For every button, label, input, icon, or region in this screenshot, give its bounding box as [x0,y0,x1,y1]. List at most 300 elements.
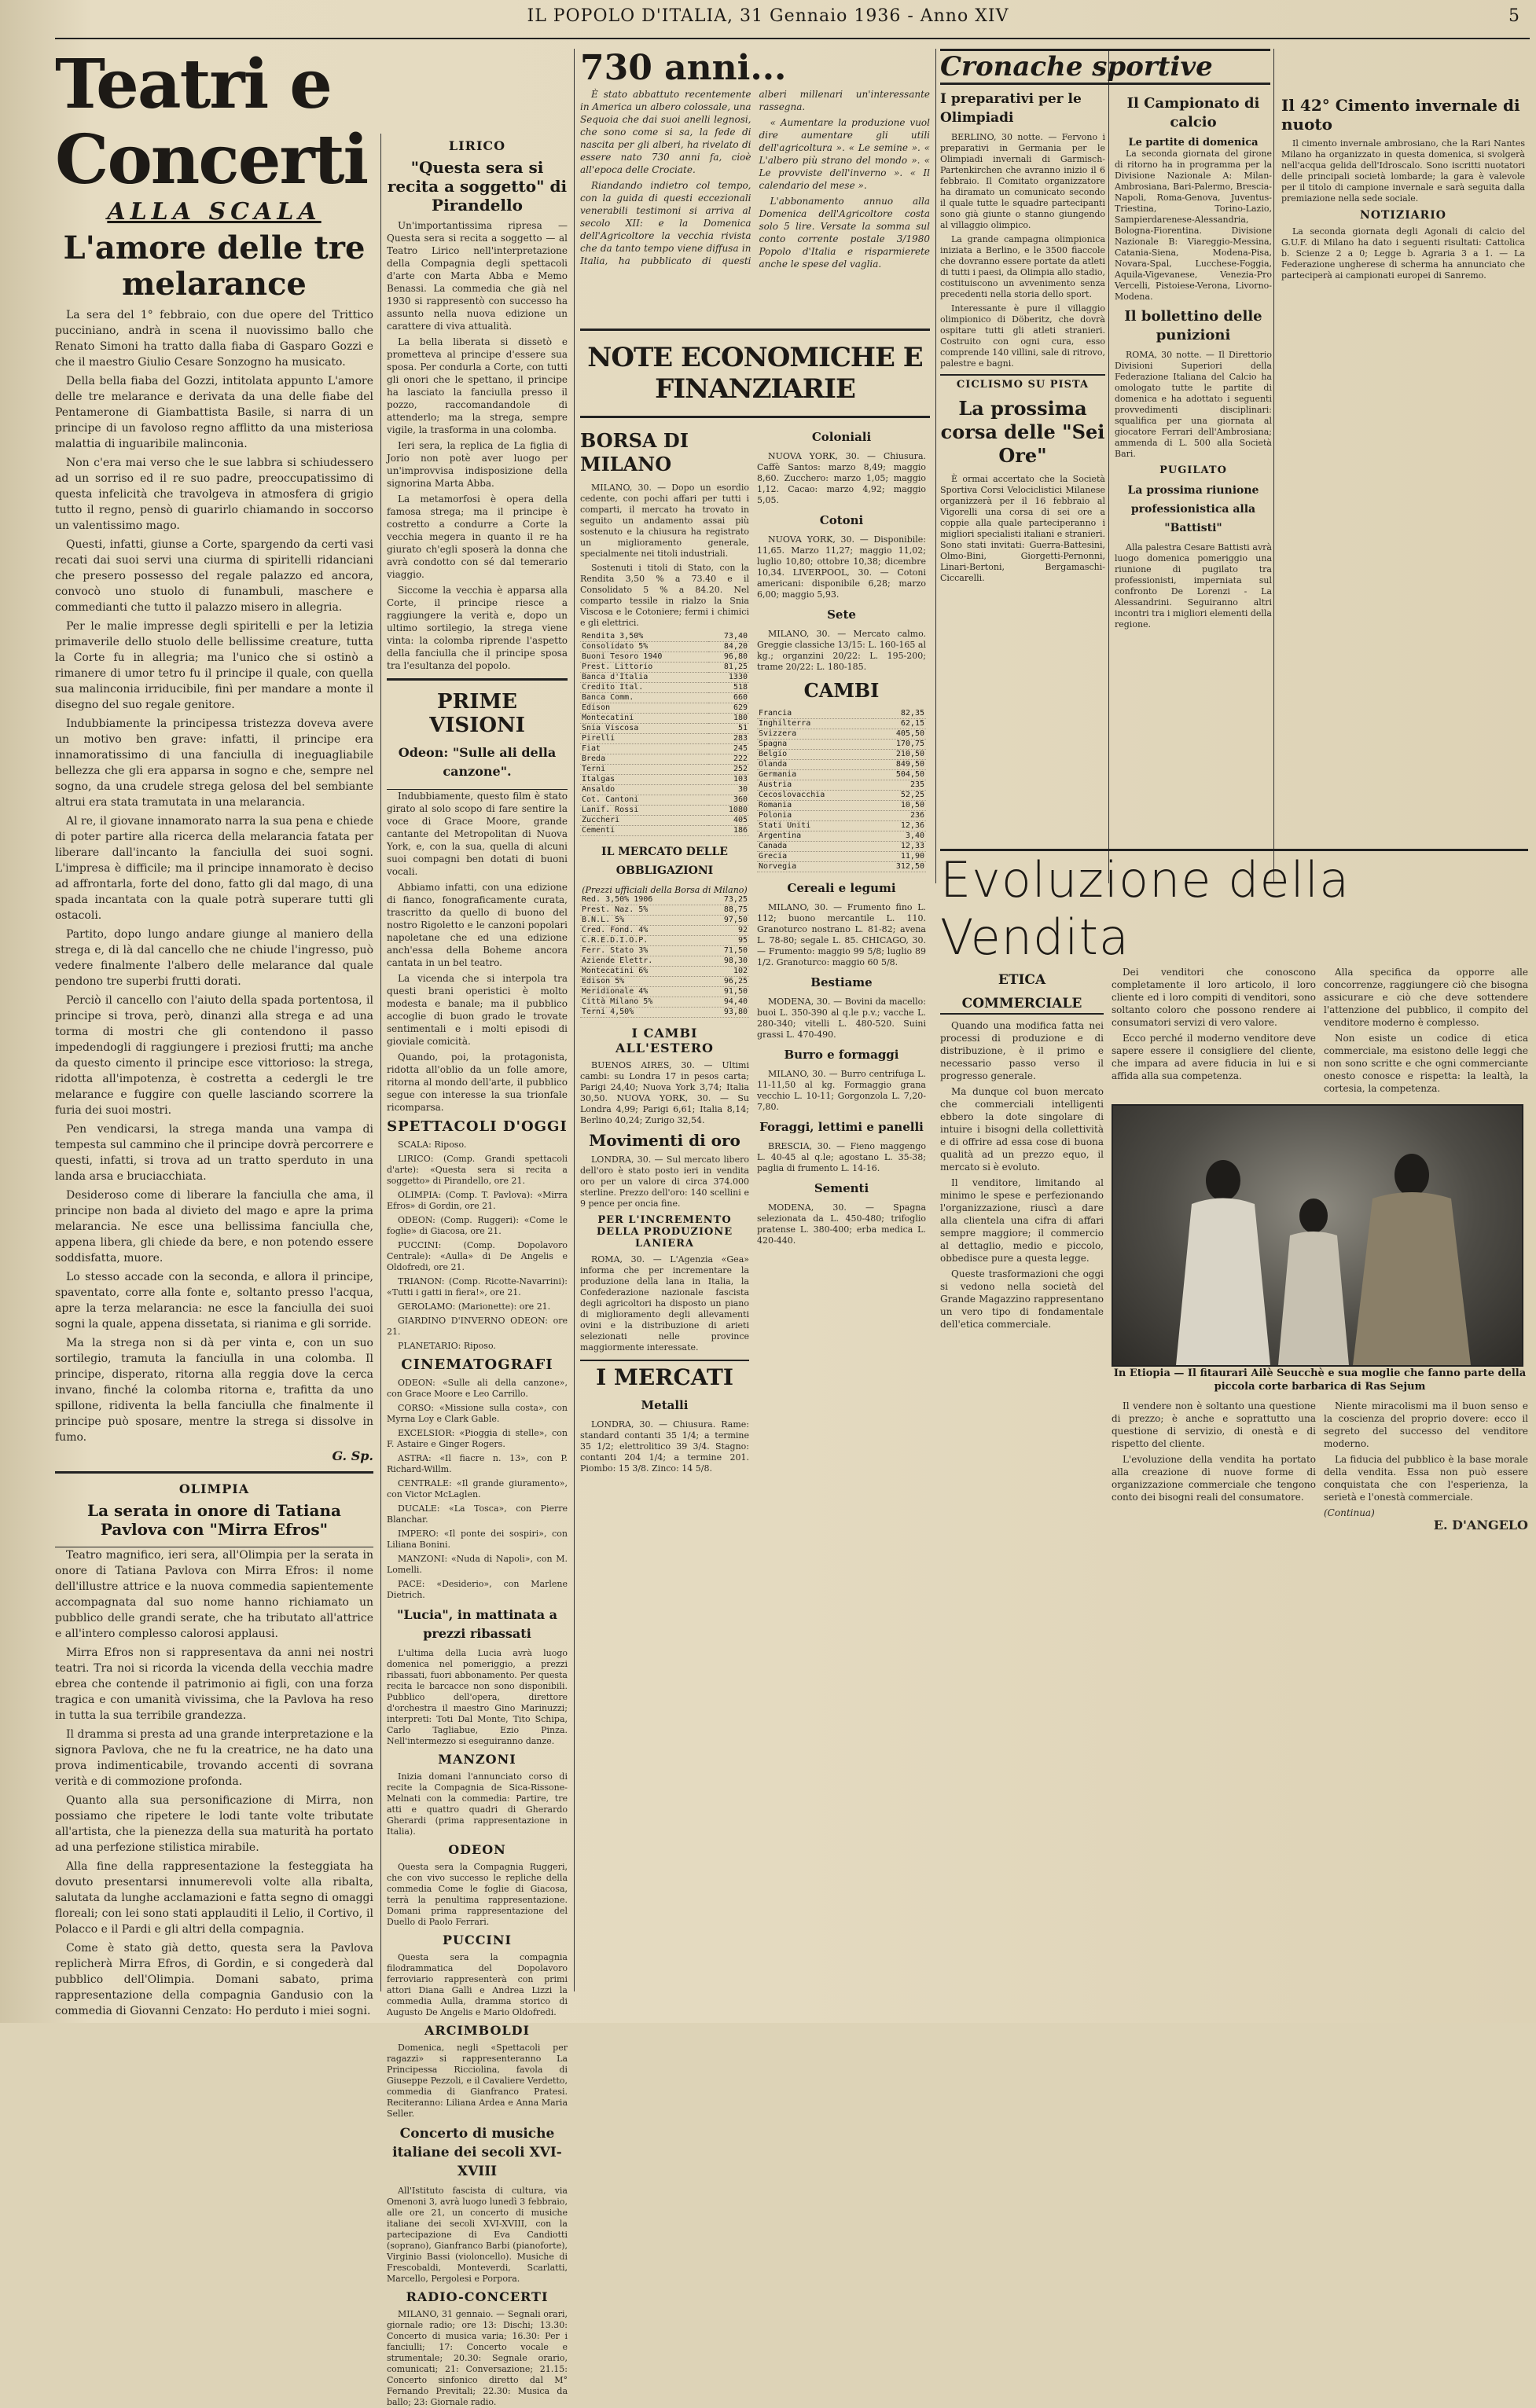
paragraph: Inizia domani l'annunciato corso di recite la Compagnia de Sica-Rissone-Melnati con la commedia: Partire, tre atti e quattro quadri di Gherardo Gherardi (prima rappresentazione in Italia). [387,1771,568,1837]
table-row [580,652,749,663]
row-value: 405 [708,816,749,826]
settecento-headline: 730 anni... [580,48,787,88]
nuoto-article [1281,138,1525,204]
row-value: 30 [708,785,749,795]
table-row [580,905,749,916]
radio-heading: RADIO-CONCERTI [406,2289,549,2304]
table-row [757,780,926,791]
paragraph: MODENA, 30. — Spagna selezionata da L. 450-480; trifoglio pratense L. 380-400; erba medica L. 420-440. [757,1202,926,1246]
row-label: Spagna [757,740,873,750]
campionato-headline: Il Campionato di calcio [1126,95,1260,130]
paragraph: NUOVA YORK, 30. — Chiusura. Caffè Santos: marzo 8,49; maggio 8,60. Zucchero: marzo 1,05; maggio 1,12. Cacao: marzo 4,92; maggio 5,05. [757,451,926,505]
paragraph: È stato abbattuto recentemente in America un albero colossale, una Sequoia che dai suoi anelli legnosi, che sono come si sa, la fede di nascita per gli alberi, ha rivelato di essere nato 730 anni fa, cioè all'epoca delle Crociate. [580,89,751,175]
ethiopia-photo [1112,1104,1523,1367]
table-row [580,673,749,683]
row-label: Prest. Littorio [580,663,708,673]
row-label: Cred. Fond. 4% [580,926,704,936]
table-row [757,760,926,770]
row-value: 405,50 [873,729,926,740]
foraggi-article [757,1141,926,1174]
evoluzione-headline: Evoluzione della Vendita [940,851,1350,966]
row-label: Rendita 3,50% [580,632,708,642]
row-value: 629 [708,703,749,714]
row-label: Romania [757,801,873,811]
punizioni-headline: Il bollettino delle punizioni [1124,308,1262,343]
lucia-headline: "Lucia", in mattinata a prezzi ribassati [396,1607,557,1641]
paragraph: Partito, dopo lungo andare giunge al maniero della strega e, di là dal cancello che ne chiude l'ingresso, può vedere finalmente l'albero delle melarance dal quale pendono tre superbi frutti dorati. [55,928,373,988]
lirico-venue: LIRICO [448,138,506,153]
row-value: 93,80 [704,1008,749,1018]
table-row [757,770,926,780]
evoluzione-article-4 [1112,1400,1316,1532]
list-item: ODEON: «Sulle ali della canzone», con Grace Moore e Leo Carrillo. [387,1378,568,1399]
borsa-table [580,632,749,836]
paragraph: Indubbiamente, questo film è stato girato al solo scopo di fare sentire la voce di Grace Moore, grande cantante del Metropolitan di Nuova York, e, con la sua, quella di alcuni suoi compagni ben dotati di buoni vocali. [387,791,568,877]
table-row [580,632,749,642]
paragraph: La fiducia del pubblico è la base morale della vendita. Essa non può essere conquistata che con l'esperienza, la serietà e l'onestà commerciale. [1324,1454,1528,1503]
table-row [580,734,749,744]
list-item: ODEON: (Comp. Ruggeri): «Come le foglie» di Giacosa, ore 21. [387,1215,568,1236]
row-label: Montecatini [580,714,708,724]
paragraph: Mirra Efros non si rappresentava da anni nei nostri teatri. Tra noi si ricorda la vicenda della vecchia madre ebrea che contende il patrimonio ai figli, con una forza tragica e con umanità vivissima, che la Pavlova ha reso in tutta la sua terribile grandezza. [55,1646,373,1722]
settecento-article [580,88,930,324]
paragraph: Il dramma si presta ad una grande interpretazione e la signora Pavlova, che ne fu la creatrice, ne ha dato una prova indimenticabile, trovando accenti di sovrana verità e di commozione profonda. [55,1728,373,1788]
burro-heading: Burro e formaggi [784,1048,899,1062]
paragraph: MILANO, 30. — Dopo un esordio cedente, con pochi affari per tutti i comparti, il mercato ha trovato in seguito un andamento assai più sostenuto e la chiusura ha registrato un miglioramento generale, specialmente nei titoli industriali. [580,483,749,559]
olimpiadi-headline: I preparativi per le Olimpiadi [940,91,1082,126]
paragraph: Della bella fiaba del Gozzi, intitolata appunto L'amore delle tre melarance e derivata da una delle fiabe del Pentamerone di Giambattista Basile, si narra di un principe di un favoloso regno afflitto da una misteriosa malattia di inguaribile malinconia. [55,375,373,450]
row-value: 3,40 [873,831,926,842]
table-row [757,821,926,831]
row-label: Edison 5% [580,977,704,987]
row-value: 102 [704,967,749,977]
manzoni-article [387,1771,568,1837]
row-label: Edison [580,703,708,714]
table-row [580,826,749,836]
row-value: 312,50 [873,862,926,872]
table-row [580,775,749,785]
list-item: DUCALE: «La Tosca», con Pierre Blanchar. [387,1503,568,1525]
paragraph: Ma dunque col buon mercato che commerciali intelligenti ebbero la dote singolare di intuire i bisogni della collettività e di offrire ad essa cose di buona qualità ad un prezzo equo, il mercato si è evoluto. [940,1086,1104,1173]
row-value: 81,25 [708,663,749,673]
paragraph: La grande campagna olimpionica iniziata a Berlino, e le 3500 fiaccole che dovranno essere portate da atleti di tutti i paesi, da Olimpia allo stadio, costituiscono un avvenimento senza precedenti nella storia dello sport. [940,234,1105,299]
coloniali-heading: Coloniali [811,430,872,444]
figure-robe [1176,1198,1270,1366]
table-row [580,744,749,754]
row-value: 73,40 [708,632,749,642]
table-row [580,683,749,693]
melarance-article [55,307,373,1445]
odeon-heading: ODEON [448,1842,506,1857]
puccini-heading: PUCCINI [442,1933,513,1947]
row-value: 96,25 [704,977,749,987]
paragraph: MODENA, 30. — Bovini da macello: buoi L. 350-390 al q.le p.v.; vacche L. 280-340; vitelli L. 480-520. Suini grassi L. 470-490. [757,997,926,1040]
row-label: Meridionale 4% [580,987,704,997]
list-item: TRIANON: (Comp. Ricotte-Navarrini): «Tutti i gatti in fiera!», ore 21. [387,1276,568,1298]
paragraph: Riandando indietro col tempo, con la guida di questi eccezionali venerabili testimoni si arriva al secolo XII: e la Domenica dell'Agricoltore la vecchia rivista che da tanto tempo viene diffusa in Italia, ha pubblicato di questi alberi millenari un'interessante rassegna. [580,89,930,266]
cotoni-heading: Cotoni [819,513,864,527]
list-item: PLANETARIO: Riposo. [398,1341,496,1351]
olimpia-headline: La serata in onore di Tatiana Pavlova con "Mirra Efros" [87,1501,341,1539]
evoluzione-right [1112,966,1528,1532]
row-value: 97,50 [704,916,749,926]
row-label: Cot. Cantoni [580,795,708,806]
row-value: 504,50 [873,770,926,780]
list-item: EXCELSIOR: «Pioggia di stelle», con F. Astaire e Ginger Rogers. [387,1428,568,1449]
paragraph: Indubbiamente la principessa tristezza doveva avere un motivo ben grave: infatti, il principe era innamoratissimo di una fanciulla di ineguagliabile bellezza che gli era apparsa in sogno e che, sempre nel sogno, da una crudele strega gelosa del bel sembiante altrui era stata tramutata in una melarancia. [55,718,373,809]
row-label: Francia [757,709,873,719]
row-value: 360 [708,795,749,806]
paragraph: La seconda giornata degli Agonali di calcio del G.U.F. di Milano ha dato i seguenti risultati: Cattolica b. Scienze 2 a 0; Legge b. Agraria 3 a 1. — La Federazione ungherese di scherma ha annunciato che parteciperà ai campionati europei di Sanremo. [1281,226,1525,281]
list-item: OLIMPIA: (Comp. T. Pavlova): «Mirra Efros» di Gordin, ore 21. [387,1190,568,1211]
obbligazioni-subhead: (Prezzi ufficiali della Borsa di Milano) [582,885,748,895]
paragraph: La metamorfosi è opera della famosa strega; ma il principe è costretto a condurre a Corte la vecchia megera in quanto il re ha giurato ch'egli sposerà la donna che avrà condotto con sé dal temerario viaggio. [387,494,568,580]
table-row [757,740,926,750]
prime-visioni-headline: PRIME VISIONI [429,690,525,737]
notiziario-article [1281,226,1525,281]
row-value: 71,50 [704,946,749,956]
paragraph: NUOVA YORK, 30. — Disponibile: 11,65. Marzo 11,27; maggio 11,02; luglio 10,80; ottobre 10,38; dicembre 10,34. LIVERPOOL, 30. — Cotoni americani: disponibile 6,28; marzo 6,00; maggio 5,93. [757,534,926,600]
laniera-article [580,1254,749,1353]
manzoni-heading: MANZONI [438,1752,516,1767]
evoluzione-col-1 [940,966,1104,1532]
paragraph: Alla palestra Cesare Battisti avrà luogo domenica pomeriggio una riunione di pugilato tra professionisti, imperniata sul confronto De Lorenzi - La Alessandrini. Seguiranno altri incontri tra i migliori elementi della regione. [1115,542,1272,630]
table-row [580,1008,749,1018]
row-label: Olanda [757,760,873,770]
sport-section [940,49,1528,882]
olimpiadi-article [940,132,1105,369]
row-label: Banca d'Italia [580,673,708,683]
evoluzione-article-2 [1112,966,1316,1098]
row-label: Snia Viscosa [580,724,708,734]
row-value: 98,30 [704,956,749,967]
foraggi-heading: Foraggi, lettimi e panelli [759,1120,924,1134]
row-label: Montecatini 6% [580,967,704,977]
table-row [580,806,749,816]
paragraph: Il cimento invernale ambrosiano, che la Rari Nantes Milano ha organizzato in questa domenica, si svolgerà nell'acqua gelida dell'Idroscalo. Sono iscritti nuotatori delle principali società lombarde; la gara è valevole per il titolo di campione invernale e sarà seguita dalla premiazione nella sede sociale. [1281,138,1525,204]
lirico-headline: "Questa sera si recita a soggetto" di Pirandello [387,158,568,215]
column-divider [574,49,575,1991]
row-label: Cementi [580,826,708,836]
arcimboldi-heading: ARCIMBOLDI [424,2023,530,2038]
evoluzione-body [940,966,1528,1532]
table-row [580,997,749,1008]
table-row [757,709,926,719]
sport-col-3 [1281,49,1525,633]
concerto-headline: Concerto di musiche italiane dei secoli XVI-XVIII [392,2126,562,2179]
row-label: Ansaldo [580,785,708,795]
row-value: 62,15 [873,719,926,729]
lirico-article [387,219,568,672]
row-label: Aziende Elettr. [580,956,704,967]
paragraph: MILANO, 30. — Mercato calmo. Greggie classiche 13/15: L. 160-165 al kg.; organzini 20/22: L. 195-200; trame 20/22: L. 180-185. [757,629,926,672]
oro-article [580,1154,749,1210]
paragraph: Questi, infatti, giunse a Corte, spargendo da certi vasi recati dai suoi servi una ciurma di spiritelli ridanciani che presero possesso del regale palazzo ed ancora, convocò uno stuolo di funambuli, maschere e commedianti che tutto il palazzo misero in allegria. [55,538,373,614]
row-value: 186 [708,826,749,836]
table-row [580,795,749,806]
odeon-article [387,1862,568,1928]
figure-head [1299,1198,1328,1233]
notiziario-heading: NOTIZIARIO [1360,209,1446,222]
olimpia-box [55,1471,373,1547]
paragraph: Alla specifica da opporre alle concorrenze, raggiungere ciò che bisogna assicurare e ciò che deve sottendere l'attenzione del pubblico, il compito del venditore moderno è complesso. [1324,967,1528,1028]
economia-left [580,423,749,1477]
mercati-headline: I MERCATI [580,1360,749,1389]
evoluzione-article-3 [1324,966,1528,1098]
evoluzione-article-5 [1324,1400,1528,1532]
table-row [580,977,749,987]
evoluzione-lower [1112,1400,1528,1532]
row-value: 96,80 [708,652,749,663]
punizioni-article [1115,350,1272,460]
table-row [580,926,749,936]
paragraph: Abbiamo infatti, con una edizione di fianco, fonograficamente curata, trascritto da quello di buono del nostro Rigoletto e le canzoni popolari napoletane che ed una edizione anch'essa della Boheme ancora cantata in un bel teatro. [387,882,568,968]
figure-head [1395,1154,1429,1196]
row-value: 94,40 [704,997,749,1008]
list-item: MANZONI: «Nuda di Napoli», con M. Lomelli. [387,1554,568,1575]
table-row [580,785,749,795]
row-label: Terni [580,765,708,775]
row-label: Pirelli [580,734,708,744]
paragraph: Il venditore, limitando al minimo le spese e perfezionando l'organizzazione, riuscì a dare alla clientela una cifra di affari sempre maggiore; il commercio al dettaglio, medio e piccolo, obbedisce pure a questa legge. [940,1177,1104,1264]
prime-visioni-box [387,678,568,790]
concerto-article [387,2186,568,2285]
table-row [580,946,749,956]
spettacoli-heading: SPETTACOLI D'OGGI [387,1118,568,1135]
row-value: 180 [708,714,749,724]
paragraph: Niente miracolismi ma il buon senso e la coscienza del proprio dovere: ecco il segreto del successo del venditore moderno. [1324,1400,1528,1449]
obbligazioni-headline: IL MERCATO DELLE OBBLIGAZIONI [601,846,728,877]
page-number: 5 [1508,6,1520,26]
economia-headline: NOTE ECONOMICHE E FINANZIARIE [587,342,923,405]
table-row [757,719,926,729]
row-value: 245 [708,744,749,754]
row-label: Germania [757,770,873,780]
row-label: Banca Comm. [580,693,708,703]
table-row [580,703,749,714]
oro-heading: Movimenti di oro [589,1131,740,1150]
row-value: 51 [708,724,749,734]
table-row [580,754,749,765]
cambi-table [757,709,926,872]
paragraph: Pen vendicarsi, la strega manda una vampa di tempesta sul cammino che il principe dovrà percorrere e questi, infatti, si trova ad un tratto sperduto in una landa arsa e bruciacchiata. [55,1123,373,1183]
row-label: Inghilterra [757,719,873,729]
row-label: Italgas [580,775,708,785]
row-label: Cecoslovacchia [757,791,873,801]
paragraph: Sostenuti i titoli di Stato, con la Rendita 3,50 % a 73.40 e il Consolidato 5 % a 84.20. Nel comparto tessile in rialzo la Snia Viscosa e le Cotoniere; fermi i chimici e gli elettrici. [580,563,749,628]
sete-article [757,629,926,673]
paragraph: BRESCIA, 30. — Fieno maggengo L. 40-45 al q.le; agostano L. 35-38; paglia di frumento L. 14-16. [757,1141,926,1173]
row-label: Lanif. Rossi [580,806,708,816]
row-value: 91,50 [704,987,749,997]
paragraph: MILANO, 30. — Burro centrifuga L. 11-11,50 al kg. Formaggio grana vecchio L. 10-11; Gorgonzola L. 7,20-7,80. [757,1069,926,1112]
paragraph: L'ultima della Lucia avrà luogo domenica nel pomeriggio, a prezzi ribassati, fuori abbonamento. Per questa recita le barcacce non sono disponibili. Pubblico dell'opera, direttore d'orchestra il maestro Gino Marinuzzi; interpreti: Toti Dal Monte, Tito Schipa, Carlo Tagliabue, Ezio Pinza. Nell'intermezzo si eseguiranno danze. [387,1648,568,1746]
paragraph: MILANO, 31 gennaio. — Segnali orari, giornale radio; ore 13: Dischi; 13.30: Concerto di musica varia; 16.30: Per i fanciulli; 17: Concerto vocale e strumentale; 20.30: Segnale orario, comunicati; 21: Conversazione; 21.15: Concerto sinfonico diretto dal M° Fernando Previtali; 22.30: Musica da ballo; 23: Giornale radio. [387,2309,568,2407]
figure-robe [1278,1232,1349,1365]
row-value: 88,75 [704,905,749,916]
row-label: Ferr. Stato 3% [580,946,704,956]
table-row [580,967,749,977]
row-value: 82,35 [873,709,926,719]
row-label: Credito Ital. [580,683,708,693]
list-item: LIRICO: (Comp. Grandi spettacoli d'arte): «Questa sera si recita a soggetto» di Pirandello, ore 21. [387,1154,568,1186]
row-value: 12,36 [873,821,926,831]
paragraph: Teatro magnifico, ieri sera, all'Olimpia per la serata in onore di Tatiana Pavlova con Mirra Efros: il nome dell'illustre attrice e la nuova commedia sapientemente accompagnata dal suo nome hanno richiamato un pubblico delle grandi serate, che ha tributato all'attrice e all'intero complesso calorosi applausi. [55,1549,373,1640]
pugilato-kicker: PUGILATO [1159,464,1227,476]
list-item: IMPERO: «Il ponte dei sospiri», con Liliana Bonini. [387,1529,568,1550]
table-row [757,831,926,842]
table-row [580,663,749,673]
table-row [580,642,749,652]
burro-article [757,1069,926,1113]
list-item: PACE: «Desiderio», con Marlene Dietrich. [387,1579,568,1600]
top-rule [55,38,1530,39]
paragraph: Il vendere non è soltanto una questione di prezzo; è anche e soprattutto una questione di servizio, di onestà e di rispetto del cliente. [1112,1400,1316,1449]
paragraph: L'evoluzione della vendita ha portato alla creazione di nuove forme di organizzazione commerciale che tengono conto dei bisogni reali del consumatore. [1112,1454,1316,1503]
section-title: Teatri e Concerti [55,45,368,200]
olimpia-article [55,1547,373,2019]
paragraph: Un'importantissima ripresa — Questa sera si recita a soggetto — al Teatro Lirico nell'interpretazione della Compagnia degli spettacoli d'arte con Marta Abba e Memo Benassi. La commedia che già nel 1930 si rappresentò con successo ha assunto nella nuova edizione un carattere di viva attualità. [387,220,568,332]
row-label: Red. 3,50% 1906 [580,895,704,905]
etica-label: ETICA [998,972,1046,988]
table-row [757,852,926,862]
table-row [757,842,926,852]
paragraph: Al re, il giovane innamorato narra la sua pena e chiede di poter partire alla ricerca della melarancia fatata per liberare dall'incanto la fanciulla dei suoi sogni. L'impresa è difficile; ma il principe innamorato è deciso ad affrontarla, forte del dono, fatto gli dal mago, di una spada incantata con la quale potrà superare tutti gli ostacoli. [55,815,373,922]
paragraph: Interessante è pure il villaggio olimpionico di Döberitz, che dovrà ospitare tutti gli atleti stranieri. Costruito con ogni cura, esso comprende 140 villini, sale di ritrovo, palestre e bagni. [940,303,1105,369]
row-label: C.R.E.D.I.O.P. [580,936,704,946]
table-row [757,862,926,872]
list-item: ASTRA: «Il fiacre n. 13», con P. Richard-Willm. [387,1453,568,1474]
economia-banner [580,329,930,418]
lucia-article [387,1648,568,1747]
row-value: 1080 [708,806,749,816]
photo-caption: In Etiopia — Il fitaurari Ailè Seucchè e sua moglie che fanno parte della piccola corte barbarica di Ras Sejum [1113,1367,1527,1393]
table-row [757,729,926,740]
borsa-article [580,483,749,629]
nuoto-headline: Il 42° Cimento invernale di nuoto [1281,96,1520,134]
table-row [580,916,749,926]
paragraph: Siccome la vecchia è apparsa alla Corte, il principe riesce a raggiungere la verità e, dopo un ultimo sortilegio, la strega viene vinta: la colomba riprende l'aspetto della fanciulla che il principe sposa tra l'esultanza del popolo. [387,585,568,671]
list-item: CORSO: «Missione sulla costa», con Myrna Loy e Clark Gable. [387,1403,568,1424]
metalli-heading: Metalli [641,1398,689,1412]
row-label: Norvegia [757,862,873,872]
scala-kicker: ALLA SCALA [107,198,322,226]
list-item: GIARDINO D'INVERNO ODEON: ore 21. [387,1316,568,1337]
row-label: Grecia [757,852,873,862]
paragraph: Ieri sera, la replica de La figlia di Jorio non potè aver luogo per un'improvvisa indisposizione della signorina Marta Abba. [387,440,568,489]
row-label: Austria [757,780,873,791]
figure-head [1206,1160,1240,1201]
row-label: Fiat [580,744,708,754]
row-label: Buoni Tesoro 1940 [580,652,708,663]
sete-heading: Sete [827,608,856,622]
sementi-heading: Sementi [814,1181,869,1195]
list-item: PUCCINI: (Comp. Dopolavoro Centrale): «Aulla» di De Angelis e Oldofredi, ore 21. [387,1240,568,1272]
campionato-article [1115,149,1272,303]
row-value: 236 [873,811,926,821]
paragraph: La sera del 1° febbraio, con due opere del Trittico pucciniano, andrà in scena il nuovissimo ballo che Renato Simoni ha tratto dalla fiaba di Gasparo Gozzi e che il maestro Giulio Cesare Sonzogno ha musicato. [55,309,373,369]
paragraph: Non esiste un codice di etica commerciale, ma esistono delle leggi che non sono scritte e che ogni commerciante onesto conosce e rispetta: la lealtà, la cortesia, la competenza. [1324,1033,1528,1094]
table-row [580,765,749,775]
spettacoli-list [387,1140,568,1352]
table-row [757,801,926,811]
paragraph: All'Istituto fascista di cultura, via Omenoni 3, avrà luogo lunedì 3 febbraio, alle ore 21, un concerto di musiche italiane dei secoli XVI-XVIII, con la partecipazione di Eva Candiotti (soprano), Gianfranco Barbi (pianoforte), Virginio Bassi (violoncello). Musiche di Frescobaldi, Monteverdi, Scarlatti, Marcello, Pergolesi e Porpora. [387,2186,568,2284]
row-value: 11,90 [873,852,926,862]
list-item: CENTRALE: «Il grande giuramento», con Victor McLaglen. [387,1478,568,1499]
metalli-article [580,1419,749,1474]
paragraph: È ormai accertato che la Società Sportiva Corsi Velociclistici Milanese organizzerà per il 16 febbraio al Vigorelli una corsa di sei ore a coppie alla quale parteciperanno i migliori specialisti italiani e stranieri. Sono stati invitati: Guerra-Battesini, Olmo-Bini, Giorgetti-Pernonni, Linari-Bertoni, Bergamaschi-Ciccarelli. [940,474,1105,583]
paragraph: La bella liberata si dissetò e prometteva al principe d'essere sua sposa. Per condurla a Corte, con tutti gli onori che le spettano, il principe ha lasciato la fanciulla presso il pozzo, raccomandandole di attenderlo; ma la strega, sempre vigile, la trasforma in una colomba. [387,336,568,435]
borsa-headline: BORSA DI MILANO [580,429,689,475]
row-value: 103 [708,775,749,785]
row-label: Zuccheri [580,816,708,826]
cotoni-article [757,534,926,600]
table-row [580,714,749,724]
row-value: 518 [708,683,749,693]
paragraph: ROMA, 30 notte. — Il Direttorio Divisioni Superiori della Federazione Italiana del Calcio ha omologato tutte le partite di domenica e ha adottato i seguenti provvedimenti disciplinari: squalifica per una giornata al giocatore Ferrari dell'Ambrosiana; ammenda di L. 500 alla Società Bari. [1115,350,1272,459]
evoluzione-signature: E. D'ANGELO [1433,1518,1528,1533]
row-label: B.N.L. 5% [580,916,704,926]
cereali-article [757,902,926,968]
row-label: Consolidato 5% [580,642,708,652]
paragraph: ROMA, 30. — L'Agenzia «Gea» informa che per incrementare la produzione della lana in Italia, la Confederazione nazionale fascista degli agricoltori ha disposto un piano di miglioramento degli allevamenti ovini e la distribuzione di arieti selezionati nelle province maggiormente interessate. [580,1254,749,1353]
row-value: 52,25 [873,791,926,801]
paragraph: Ecco perché il moderno venditore deve sapere essere il consigliere del cliente, che impara ad avere fiducia in lui e si affida alla sua competenza. [1112,1033,1316,1081]
sport-section-title: Cronache sportive [940,49,1270,85]
paragraph: Come è stato già detto, questa sera la Pavlova replicherà Mirra Efros, di Gordin, e si congederà dal pubblico dell'Olimpia. Domani sabato, prima rappresentazione della compagnia Gandusio con la commedia di Giovanni Cenzato: Ho perduto i miei sogni. [55,1942,373,2017]
paragraph: Dei venditori che conoscono completamente il loro articolo, il loro cliente ed i loro compiti di venditori, sono soltanto coloro che possono rendere ai consumatori servizi di vero valore. [1112,967,1316,1028]
coloniali-article [757,451,926,506]
paragraph: La vicenda che si interpola tra questi brani operistici è molto modesta e banale; ma il pubblico accoglie di buon grado le trovate sentimentali e i molti episodi di gioviale comicità. [387,973,568,1047]
row-label: Breda [580,754,708,765]
commerciale-label: COMMERCIALE [940,994,1104,1015]
prime-visioni-article [387,790,568,1114]
paragraph: MILANO, 30. — Frumento fino L. 112; buono mercantile L. 110. Granoturco nostrano L. 81-82; avena L. 78-80; segale L. 85. CHICAGO, 30. — Frumento: maggio 99 5/8; luglio 89 1/2. Granoturco: maggio 60 5/8. [757,902,926,967]
continua-note: (Continua) [1324,1507,1375,1518]
economia-body [580,423,930,1477]
bestiame-heading: Bestiame [810,975,873,989]
puccini-article [387,1952,568,2018]
column-divider [935,49,936,883]
row-label: Prest. Naz. 5% [580,905,704,916]
row-value: 849,50 [873,760,926,770]
ciclismo-headline: La prossima corsa delle "Sei Ore" [940,397,1105,467]
table-row [580,895,749,905]
paragraph: LONDRA, 30. — Sul mercato libero dell'oro è stato posto ieri in vendita oro per un valore di circa 374.000 sterline. Prezzo dell'oro: 140 scellini e 9 pence per oncia fine. [580,1154,749,1209]
column-divider [380,134,381,1991]
paragraph: Alla fine della rappresentazione la festeggiata ha dovuto presentarsi innumerevoli volte alla ribalta, salutata da lunghe acclamazioni e fatta segno di omaggi floreali; con lei sono stati applauditi il Lelio, il Cortivo, il Polacco e il Pardi e gli altri della compagnia. [55,1860,373,1936]
paragraph: La seconda giornata del girone di ritorno ha in programma per la Divisione Nazionale A: Milan-Ambrosiana, Bari-Palermo, Brescia-Napoli, Roma-Genova, Juventus-Triestina, Torino-Lazio, Sampierdarenese-Alessandria, Bologna-Fiorentina. Divisione Nazionale B: Viareggio-Messina, Catania-Siena, Modena-Pisa, Novara-Spal, Lucchese-Foggia, Aquila-Vigevanese, Venezia-Pro Vercelli, Pistoiese-Verona, Livorno-Modena. [1115,149,1272,302]
masthead [0,6,1536,35]
economia-right [757,423,926,1477]
paragraph: Questa sera la compagnia filodrammatica del Dopolavoro ferroviario rappresenterà con primi attori Diana Galli e Andrea Lizzi la commedia Aulla, dramma storico di Augusto De Angelis e Mario Oldofredi. [387,1952,568,2017]
row-value: 660 [708,693,749,703]
cinema-list [387,1378,568,1601]
paragraph: BUENOS AIRES, 30. — Ultimi cambi: su Londra 17 in pesos carta; Parigi 24,40; Nuova York 3,74; Italia 30,50. NUOVA YORK, 30. — Su Londra 4,99; Parigi 6,61; Italia 8,14; Berlino 40,24; Zurigo 32,54. [580,1060,749,1125]
teatri-column [55,45,373,2017]
row-value: 10,50 [873,801,926,811]
paragraph: Ma la strega non si dà per vinta e, con un suo sortilegio, tramuta la fanciulla in una colomba. Il principe, disperato, ritorna alla reggia dove la cerca invano, finché la colomba ritorna e, trafitta da uno spillone, ridiventa la bella fanciulla che finalmente il principe può sposare, mentre la strega si dissolve in fumo. [55,1337,373,1444]
row-label: Canada [757,842,873,852]
lirico-column [387,134,568,2407]
paragraph: Non c'era mai verso che le sue labbra si schiudessero ad un sorriso ed il re suo padre, preoccupatissimo di questa infelicità che travolgeva in atmosfera di grigio tutto il regno, pensò di guarirlo chiamando in soccorso un valentissimo mago. [55,457,373,532]
row-value: 210,50 [873,750,926,760]
table-row [580,693,749,703]
row-value: 235 [873,780,926,791]
table-row [580,816,749,826]
row-label: Polonia [757,811,873,821]
olimpia-venue: OLIMPIA [178,1481,250,1496]
